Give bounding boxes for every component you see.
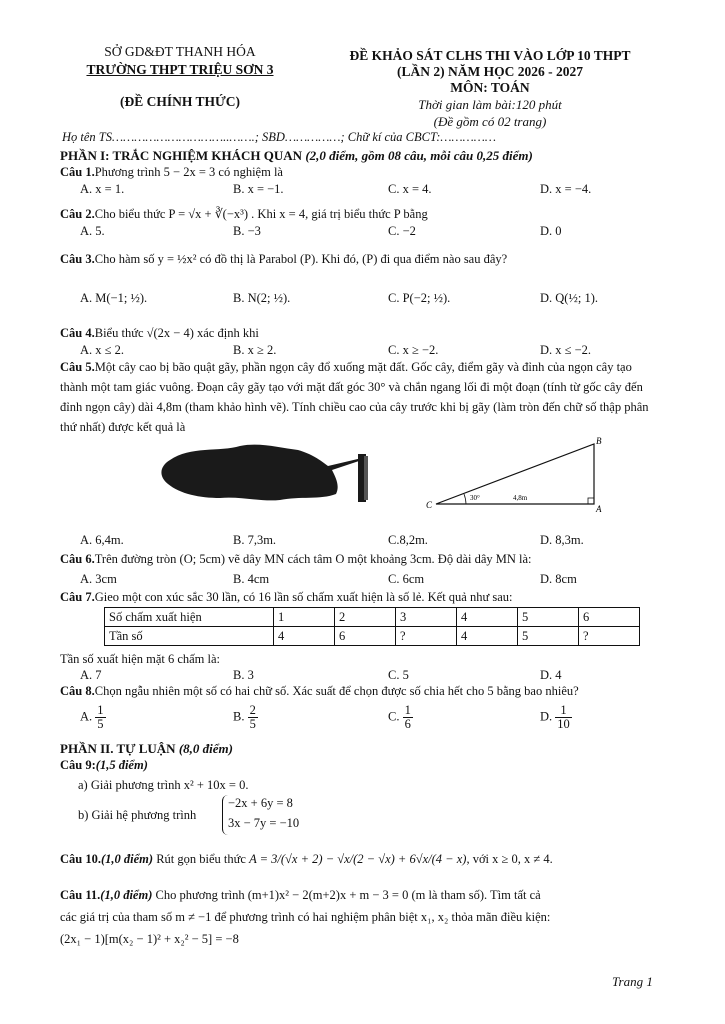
q1-label: Câu 1. <box>60 165 95 179</box>
q3-option-d[interactable]: D. Q(½; 1). <box>540 291 598 305</box>
table-cell: 5 <box>518 608 579 627</box>
q7-option-b[interactable]: B. 3 <box>233 668 254 682</box>
q7-option-a[interactable]: A. 7 <box>80 668 102 682</box>
q5-option-c[interactable]: C.8,2m. <box>388 533 428 547</box>
table-row <box>105 608 640 627</box>
q11-text-1: Cho phương trình (m+1)x² − 2(m+2)x + m − 3 = 0 (m là tham số). Tìm tất cả <box>155 888 541 902</box>
table-cell: Tần số <box>105 627 274 646</box>
vertex-a-label: A <box>596 504 602 514</box>
q6-label: Câu 6. <box>60 552 95 566</box>
q5-text: Một cây cao bị bão quật gãy, phần ngọn cây đổ xuống mặt đất. Gốc cây, điểm gãy và đỉnh của ngọn cây tạo thành một tam giác vuông. Đoạn cây gãy tạo với mặt đất góc 30° và chắn ngang lối đi một đoạn (tính từ gốc cây đến đỉnh ngọn cây) dài 4,8m (tham khảo hình vẽ). Tính chiều cao của cây trước khi bị gãy (làm tròn đến chữ số thập phân thứ nhất) được kết quả là <box>60 360 649 434</box>
q9-part-a: a) Giải phương trình x² + 10x = 0. <box>78 778 249 792</box>
q9-part-b: b) Giải hệ phương trình <box>78 808 197 822</box>
q6-text: Trên đường tròn (O; 5cm) vẽ dây MN cách tâm O một khoảng 3cm. Độ dài dây MN là: <box>94 552 532 566</box>
q10-text: Rút gọn biểu thức <box>156 852 246 866</box>
q10 <box>60 852 553 867</box>
part1-title: PHẦN I: TRẮC NGHIỆM KHÁCH QUAN <box>60 148 303 163</box>
fraction-denominator: 5 <box>249 717 256 731</box>
q2-text: Cho biểu thức P = √x + ∛(−x³) . Khi x = 4, giá trị biểu thức P bằng <box>94 207 428 221</box>
q1-option-b[interactable]: B. x = −1. <box>233 182 284 196</box>
fraction-denominator: 10 <box>557 717 570 731</box>
q5-option-d[interactable]: D. 8,3m. <box>540 533 584 547</box>
part1-subtitle: (2,0 điểm, gồm 08 câu, mỗi câu 0,25 điểm) <box>305 148 533 163</box>
part2-title: PHẦN II. TỰ LUẬN <box>60 741 176 756</box>
part2-heading <box>60 741 233 757</box>
fraction-numerator: 1 <box>97 703 104 717</box>
q8-option-c[interactable] <box>388 704 413 731</box>
table-cell: 2 <box>335 608 396 627</box>
q6-option-d[interactable]: D. 8cm <box>540 572 577 586</box>
table-cell: 4 <box>457 627 518 646</box>
q2 <box>60 206 428 222</box>
part2-subtitle: (8,0 điểm) <box>178 741 233 756</box>
table-cell: 4 <box>457 608 518 627</box>
q6 <box>60 552 532 567</box>
q7 <box>60 590 513 605</box>
table-cell: 6 <box>579 608 640 627</box>
q8-text: Chọn ngẫu nhiên một số có hai chữ số. Xác suất để chọn được số chia hết cho 5 bằng bao nhiêu? <box>94 684 579 698</box>
q2-option-a[interactable]: A. 5. <box>80 224 105 238</box>
q10-condition: , với x ≥ 0, x ≠ 4. <box>466 852 553 866</box>
exam-time: Thời gian làm bài:120 phút <box>418 97 562 112</box>
q1-option-a[interactable]: A. x = 1. <box>80 182 125 196</box>
fraction-denominator: 6 <box>404 717 411 731</box>
triangle-figure <box>418 436 608 516</box>
table-cell: 6 <box>335 627 396 646</box>
table-cell: Số chấm xuất hiện <box>105 608 274 627</box>
q1-text: Phương trình 5 − 2x = 3 có nghiệm là <box>94 165 283 179</box>
q9-points: (1,5 điểm) <box>95 758 148 772</box>
exam-title: ĐỀ KHẢO SÁT CLHS THI VÀO LỚP 10 THPT <box>349 48 631 63</box>
q7-label: Câu 7. <box>60 590 95 604</box>
q8-option-b[interactable] <box>233 704 258 731</box>
q10-label: Câu 10. <box>60 852 101 866</box>
q11-line2: các giá trị của tham số m ≠ −1 để phương trình có hai nghiệm phân biệt x₁, x₂ thỏa mãn điều kiện: <box>60 910 551 924</box>
broken-tree-illustration <box>150 436 390 506</box>
system-eq-2: 3x − 7y = −10 <box>228 816 300 830</box>
q5-option-a[interactable]: A. 6,4m. <box>80 533 124 547</box>
dept-name: SỞ GD&ĐT THANH HÓA <box>104 44 256 59</box>
q4-option-a[interactable]: A. x ≤ 2. <box>80 343 125 357</box>
q3-option-b[interactable]: B. N(2; ½). <box>233 291 291 305</box>
q1 <box>60 165 283 180</box>
table-cell: 3 <box>396 608 457 627</box>
q4-text: Biểu thức √(2x − 4) xác định khi <box>94 326 259 340</box>
part1-heading <box>60 148 533 164</box>
table-cell: 5 <box>518 627 579 646</box>
table-cell: ? <box>579 627 640 646</box>
q8-option-a[interactable] <box>80 704 106 731</box>
q7-text: Gieo một con xúc sắc 30 lần, có 16 lần số chấm xuất hiện là số lẻ. Kết quả như sau: <box>94 590 513 604</box>
vertex-c-label: C <box>426 500 433 510</box>
q4-option-c[interactable]: C. x ≥ −2. <box>388 343 439 357</box>
exam-pages: (Đề gồm có 02 trang) <box>433 114 547 129</box>
q10-expression: A = 3/(√x + 2) − √x/(2 − √x) + 6√x/(4 − x) <box>249 852 467 866</box>
fraction-numerator: 1 <box>404 703 411 717</box>
frequency-table <box>104 607 640 646</box>
option-letter: D. <box>540 709 553 724</box>
exam-subject: MÔN: TOÁN <box>450 80 530 95</box>
q4-option-d[interactable]: D. x ≤ −2. <box>540 343 592 357</box>
q11-label: Câu 11. <box>60 888 101 902</box>
q2-option-b[interactable]: B. −3 <box>233 224 261 238</box>
q1-option-c[interactable]: C. x = 4. <box>388 182 432 196</box>
q7-question: Tần số xuất hiện mặt 6 chấm là: <box>60 652 221 666</box>
q8-option-d[interactable] <box>540 704 572 731</box>
q5 <box>60 357 660 437</box>
q3 <box>60 252 507 267</box>
official-label: (ĐỀ CHÍNH THỨC) <box>119 94 240 109</box>
table-row <box>105 627 640 646</box>
q4 <box>60 326 259 341</box>
angle-label: 30° <box>470 494 480 502</box>
table-cell: ? <box>396 627 457 646</box>
q7-option-d[interactable]: D. 4 <box>540 668 562 682</box>
q3-label: Câu 3. <box>60 252 95 266</box>
school-name: TRƯỜNG THPT TRIỆU SƠN 3 <box>86 62 274 77</box>
candidate-line: Họ tên TS…………………………..…….; SBD……………; Chữ kí của CBCT:…………… <box>62 130 496 144</box>
table-cell: 4 <box>274 627 335 646</box>
page-number: Trang 1 <box>612 974 653 989</box>
q3-option-c[interactable]: C. P(−2; ½). <box>388 291 451 305</box>
q8-label: Câu 8. <box>60 684 95 698</box>
vertex-b-label: B <box>596 436 602 446</box>
fraction-numerator: 1 <box>555 704 572 718</box>
q4-option-b[interactable]: B. x ≥ 2. <box>233 343 277 357</box>
fraction-denominator: 5 <box>97 717 104 731</box>
table-cell: 1 <box>274 608 335 627</box>
option-letter: C. <box>388 709 400 724</box>
q11-line3: (2x₁ − 1)[m(x₂ − 1)² + x₂² − 5] = −8 <box>60 932 239 946</box>
q8 <box>60 684 579 699</box>
q6-option-b[interactable]: B. 4cm <box>233 572 270 586</box>
q11-line1 <box>60 888 541 903</box>
q6-option-c[interactable]: C. 6cm <box>388 572 425 586</box>
q2-option-d[interactable]: D. 0 <box>540 224 562 238</box>
option-letter: B. <box>233 709 245 724</box>
q2-label: Câu 2. <box>60 207 95 221</box>
length-label: 4,8m <box>513 494 528 502</box>
q5-label: Câu 5. <box>60 360 95 374</box>
q11-points: (1,0 điểm) <box>100 888 153 902</box>
q9-label: Câu 9: <box>60 758 96 772</box>
system-eq-1: −2x + 6y = 8 <box>228 796 293 810</box>
q4-label: Câu 4. <box>60 326 95 340</box>
exam-round: (LẦN 2) NĂM HỌC 2026 - 2027 <box>397 64 583 79</box>
q3-option-a[interactable]: A. M(−1; ½). <box>80 291 148 305</box>
fraction-numerator: 2 <box>249 703 256 717</box>
q9 <box>60 758 148 773</box>
q10-points: (1,0 điểm) <box>100 852 154 866</box>
option-letter: A. <box>80 709 93 724</box>
q1-option-d[interactable]: D. x = −4. <box>540 182 592 196</box>
q5-option-b[interactable]: B. 7,3m. <box>233 533 277 547</box>
q6-option-a[interactable]: A. 3cm <box>80 572 117 586</box>
q3-text: Cho hàm số y = ½x² có đồ thị là Parabol (P). Khi đó, (P) đi qua điểm nào sau đây? <box>94 252 508 266</box>
q2-option-c[interactable]: C. −2 <box>388 224 416 238</box>
q7-option-c[interactable]: C. 5 <box>388 668 409 682</box>
